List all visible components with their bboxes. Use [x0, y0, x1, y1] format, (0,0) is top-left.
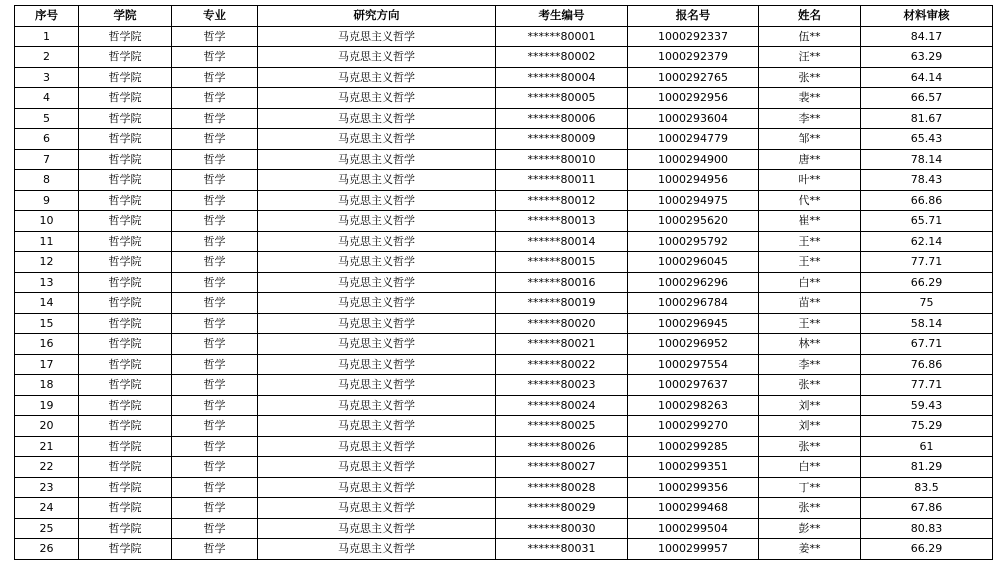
cell-direction: 马克思主义哲学: [258, 436, 496, 457]
cell-seq: 8: [15, 170, 79, 191]
table-row: [15, 518, 993, 539]
cell-name: 崔**: [759, 211, 861, 232]
cell-seq: 7: [15, 149, 79, 170]
cell-score: 64.14: [861, 67, 993, 88]
table-row: [15, 170, 993, 191]
cell-college: 哲学院: [79, 313, 172, 334]
table-row: [15, 231, 993, 252]
cell-seq: 13: [15, 272, 79, 293]
cell-reg-no: 1000295792: [628, 231, 759, 252]
col-header-major: 专业: [172, 6, 258, 27]
cell-direction: 马克思主义哲学: [258, 170, 496, 191]
cell-score: 63.29: [861, 47, 993, 68]
cell-exam-no: ******80004: [496, 67, 628, 88]
cell-exam-no: ******80027: [496, 457, 628, 478]
cell-reg-no: 1000294779: [628, 129, 759, 150]
cell-reg-no: 1000299356: [628, 477, 759, 498]
table-row: [15, 354, 993, 375]
cell-seq: 9: [15, 190, 79, 211]
cell-name: 代**: [759, 190, 861, 211]
cell-exam-no: ******80026: [496, 436, 628, 457]
cell-exam-no: ******80006: [496, 108, 628, 129]
cell-name: 林**: [759, 334, 861, 355]
cell-major: 哲学: [172, 539, 258, 560]
cell-major: 哲学: [172, 334, 258, 355]
cell-seq: 15: [15, 313, 79, 334]
cell-direction: 马克思主义哲学: [258, 108, 496, 129]
cell-reg-no: 1000294956: [628, 170, 759, 191]
cell-major: 哲学: [172, 190, 258, 211]
cell-score: 59.43: [861, 395, 993, 416]
cell-seq: 20: [15, 416, 79, 437]
cell-seq: 21: [15, 436, 79, 457]
table-row: [15, 395, 993, 416]
table-row: [15, 436, 993, 457]
table-body: [15, 26, 993, 559]
cell-direction: 马克思主义哲学: [258, 231, 496, 252]
cell-college: 哲学院: [79, 47, 172, 68]
cell-exam-no: ******80031: [496, 539, 628, 560]
cell-reg-no: 1000293604: [628, 108, 759, 129]
cell-college: 哲学院: [79, 272, 172, 293]
cell-college: 哲学院: [79, 498, 172, 519]
table-row: [15, 108, 993, 129]
cell-major: 哲学: [172, 395, 258, 416]
cell-score: 75.29: [861, 416, 993, 437]
cell-score: 76.86: [861, 354, 993, 375]
cell-exam-no: ******80022: [496, 354, 628, 375]
cell-score: 78.14: [861, 149, 993, 170]
cell-seq: 4: [15, 88, 79, 109]
cell-reg-no: 1000296045: [628, 252, 759, 273]
cell-direction: 马克思主义哲学: [258, 498, 496, 519]
cell-name: 唐**: [759, 149, 861, 170]
table-row: [15, 88, 993, 109]
cell-reg-no: 1000294900: [628, 149, 759, 170]
table-row: [15, 190, 993, 211]
cell-score: 66.86: [861, 190, 993, 211]
cell-reg-no: 1000297637: [628, 375, 759, 396]
cell-major: 哲学: [172, 170, 258, 191]
cell-score: 80.83: [861, 518, 993, 539]
cell-reg-no: 1000299285: [628, 436, 759, 457]
header-row: [15, 6, 993, 27]
table-row: [15, 313, 993, 334]
cell-exam-no: ******80023: [496, 375, 628, 396]
cell-direction: 马克思主义哲学: [258, 518, 496, 539]
cell-seq: 1: [15, 26, 79, 47]
cell-score: 62.14: [861, 231, 993, 252]
table-row: [15, 334, 993, 355]
cell-reg-no: 1000297554: [628, 354, 759, 375]
cell-reg-no: 1000299351: [628, 457, 759, 478]
cell-seq: 5: [15, 108, 79, 129]
cell-score: 61: [861, 436, 993, 457]
cell-college: 哲学院: [79, 375, 172, 396]
cell-major: 哲学: [172, 416, 258, 437]
cell-major: 哲学: [172, 108, 258, 129]
cell-name: 刘**: [759, 395, 861, 416]
cell-seq: 10: [15, 211, 79, 232]
table-row: [15, 67, 993, 88]
cell-college: 哲学院: [79, 334, 172, 355]
cell-name: 王**: [759, 313, 861, 334]
cell-exam-no: ******80015: [496, 252, 628, 273]
cell-seq: 12: [15, 252, 79, 273]
cell-major: 哲学: [172, 252, 258, 273]
cell-exam-no: ******80021: [496, 334, 628, 355]
cell-name: 刘**: [759, 416, 861, 437]
table-row: [15, 272, 993, 293]
cell-reg-no: 1000292765: [628, 67, 759, 88]
cell-major: 哲学: [172, 211, 258, 232]
cell-name: 伍**: [759, 26, 861, 47]
cell-name: 邹**: [759, 129, 861, 150]
results-table: [14, 5, 993, 560]
cell-score: 66.57: [861, 88, 993, 109]
cell-direction: 马克思主义哲学: [258, 88, 496, 109]
cell-seq: 6: [15, 129, 79, 150]
cell-exam-no: ******80011: [496, 170, 628, 191]
table-row: [15, 539, 993, 560]
cell-college: 哲学院: [79, 477, 172, 498]
col-header-seq: 序号: [15, 6, 79, 27]
cell-direction: 马克思主义哲学: [258, 313, 496, 334]
cell-reg-no: 1000298263: [628, 395, 759, 416]
cell-score: 77.71: [861, 252, 993, 273]
cell-direction: 马克思主义哲学: [258, 47, 496, 68]
cell-exam-no: ******80014: [496, 231, 628, 252]
cell-exam-no: ******80030: [496, 518, 628, 539]
cell-major: 哲学: [172, 293, 258, 314]
cell-reg-no: 1000299468: [628, 498, 759, 519]
cell-direction: 马克思主义哲学: [258, 190, 496, 211]
cell-direction: 马克思主义哲学: [258, 211, 496, 232]
cell-college: 哲学院: [79, 252, 172, 273]
cell-name: 汪**: [759, 47, 861, 68]
cell-major: 哲学: [172, 129, 258, 150]
cell-reg-no: 1000299270: [628, 416, 759, 437]
cell-direction: 马克思主义哲学: [258, 252, 496, 273]
cell-college: 哲学院: [79, 108, 172, 129]
cell-score: 58.14: [861, 313, 993, 334]
table-row: [15, 498, 993, 519]
cell-seq: 26: [15, 539, 79, 560]
col-header-college: 学院: [79, 6, 172, 27]
cell-major: 哲学: [172, 272, 258, 293]
cell-major: 哲学: [172, 436, 258, 457]
cell-major: 哲学: [172, 354, 258, 375]
cell-reg-no: 1000296952: [628, 334, 759, 355]
cell-name: 李**: [759, 108, 861, 129]
cell-direction: 马克思主义哲学: [258, 67, 496, 88]
cell-major: 哲学: [172, 313, 258, 334]
cell-exam-no: ******80001: [496, 26, 628, 47]
cell-exam-no: ******80029: [496, 498, 628, 519]
cell-name: 苗**: [759, 293, 861, 314]
cell-reg-no: 1000296296: [628, 272, 759, 293]
table-row: [15, 457, 993, 478]
cell-college: 哲学院: [79, 231, 172, 252]
cell-college: 哲学院: [79, 436, 172, 457]
cell-exam-no: ******80012: [496, 190, 628, 211]
cell-score: 78.43: [861, 170, 993, 191]
cell-seq: 17: [15, 354, 79, 375]
cell-exam-no: ******80005: [496, 88, 628, 109]
cell-direction: 马克思主义哲学: [258, 395, 496, 416]
cell-major: 哲学: [172, 457, 258, 478]
table-row: [15, 47, 993, 68]
cell-score: 66.29: [861, 272, 993, 293]
cell-reg-no: 1000292337: [628, 26, 759, 47]
cell-name: 李**: [759, 354, 861, 375]
table-row: [15, 129, 993, 150]
cell-seq: 16: [15, 334, 79, 355]
cell-name: 张**: [759, 375, 861, 396]
cell-direction: 马克思主义哲学: [258, 416, 496, 437]
cell-major: 哲学: [172, 88, 258, 109]
table-row: [15, 26, 993, 47]
cell-name: 姜**: [759, 539, 861, 560]
results-sheet: [14, 5, 993, 560]
cell-exam-no: ******80028: [496, 477, 628, 498]
cell-exam-no: ******80019: [496, 293, 628, 314]
cell-college: 哲学院: [79, 457, 172, 478]
cell-seq: 14: [15, 293, 79, 314]
cell-major: 哲学: [172, 375, 258, 396]
col-header-reg-no: 报名号: [628, 6, 759, 27]
cell-direction: 马克思主义哲学: [258, 129, 496, 150]
cell-major: 哲学: [172, 231, 258, 252]
cell-direction: 马克思主义哲学: [258, 26, 496, 47]
cell-seq: 2: [15, 47, 79, 68]
cell-exam-no: ******80020: [496, 313, 628, 334]
cell-seq: 11: [15, 231, 79, 252]
cell-score: 75: [861, 293, 993, 314]
table-row: [15, 416, 993, 437]
cell-name: 王**: [759, 231, 861, 252]
cell-score: 65.71: [861, 211, 993, 232]
cell-name: 裴**: [759, 88, 861, 109]
cell-score: 81.29: [861, 457, 993, 478]
cell-college: 哲学院: [79, 190, 172, 211]
cell-college: 哲学院: [79, 26, 172, 47]
cell-exam-no: ******80010: [496, 149, 628, 170]
cell-score: 81.67: [861, 108, 993, 129]
cell-exam-no: ******80025: [496, 416, 628, 437]
cell-college: 哲学院: [79, 67, 172, 88]
cell-score: 66.29: [861, 539, 993, 560]
cell-seq: 25: [15, 518, 79, 539]
cell-seq: 23: [15, 477, 79, 498]
cell-direction: 马克思主义哲学: [258, 375, 496, 396]
cell-direction: 马克思主义哲学: [258, 457, 496, 478]
cell-name: 叶**: [759, 170, 861, 191]
cell-major: 哲学: [172, 149, 258, 170]
cell-score: 65.43: [861, 129, 993, 150]
cell-score: 83.5: [861, 477, 993, 498]
cell-college: 哲学院: [79, 293, 172, 314]
cell-major: 哲学: [172, 47, 258, 68]
cell-name: 丁**: [759, 477, 861, 498]
cell-college: 哲学院: [79, 354, 172, 375]
cell-direction: 马克思主义哲学: [258, 272, 496, 293]
col-header-exam-no: 考生编号: [496, 6, 628, 27]
cell-exam-no: ******80002: [496, 47, 628, 68]
col-header-score: 材料审核: [861, 6, 993, 27]
cell-reg-no: 1000296945: [628, 313, 759, 334]
cell-reg-no: 1000299504: [628, 518, 759, 539]
cell-reg-no: 1000294975: [628, 190, 759, 211]
cell-major: 哲学: [172, 477, 258, 498]
cell-college: 哲学院: [79, 518, 172, 539]
cell-name: 张**: [759, 498, 861, 519]
cell-college: 哲学院: [79, 149, 172, 170]
table-row: [15, 293, 993, 314]
cell-seq: 19: [15, 395, 79, 416]
col-header-direction: 研究方向: [258, 6, 496, 27]
cell-seq: 24: [15, 498, 79, 519]
cell-direction: 马克思主义哲学: [258, 477, 496, 498]
cell-reg-no: 1000296784: [628, 293, 759, 314]
cell-direction: 马克思主义哲学: [258, 354, 496, 375]
cell-major: 哲学: [172, 518, 258, 539]
cell-reg-no: 1000292379: [628, 47, 759, 68]
cell-major: 哲学: [172, 67, 258, 88]
cell-exam-no: ******80013: [496, 211, 628, 232]
cell-exam-no: ******80024: [496, 395, 628, 416]
cell-score: 77.71: [861, 375, 993, 396]
cell-college: 哲学院: [79, 539, 172, 560]
table-row: [15, 477, 993, 498]
cell-direction: 马克思主义哲学: [258, 539, 496, 560]
cell-name: 张**: [759, 436, 861, 457]
cell-name: 王**: [759, 252, 861, 273]
cell-name: 张**: [759, 67, 861, 88]
cell-score: 67.71: [861, 334, 993, 355]
cell-seq: 22: [15, 457, 79, 478]
cell-seq: 18: [15, 375, 79, 396]
cell-reg-no: 1000295620: [628, 211, 759, 232]
cell-reg-no: 1000299957: [628, 539, 759, 560]
cell-major: 哲学: [172, 26, 258, 47]
col-header-name: 姓名: [759, 6, 861, 27]
cell-exam-no: ******80016: [496, 272, 628, 293]
cell-score: 67.86: [861, 498, 993, 519]
cell-major: 哲学: [172, 498, 258, 519]
cell-direction: 马克思主义哲学: [258, 149, 496, 170]
cell-college: 哲学院: [79, 211, 172, 232]
cell-name: 彭**: [759, 518, 861, 539]
cell-reg-no: 1000292956: [628, 88, 759, 109]
cell-name: 白**: [759, 457, 861, 478]
table-row: [15, 252, 993, 273]
cell-college: 哲学院: [79, 395, 172, 416]
cell-name: 白**: [759, 272, 861, 293]
cell-college: 哲学院: [79, 129, 172, 150]
cell-direction: 马克思主义哲学: [258, 293, 496, 314]
table-row: [15, 149, 993, 170]
cell-seq: 3: [15, 67, 79, 88]
table-row: [15, 375, 993, 396]
cell-college: 哲学院: [79, 170, 172, 191]
cell-college: 哲学院: [79, 88, 172, 109]
table-row: [15, 211, 993, 232]
cell-college: 哲学院: [79, 416, 172, 437]
cell-score: 84.17: [861, 26, 993, 47]
cell-exam-no: ******80009: [496, 129, 628, 150]
cell-direction: 马克思主义哲学: [258, 334, 496, 355]
